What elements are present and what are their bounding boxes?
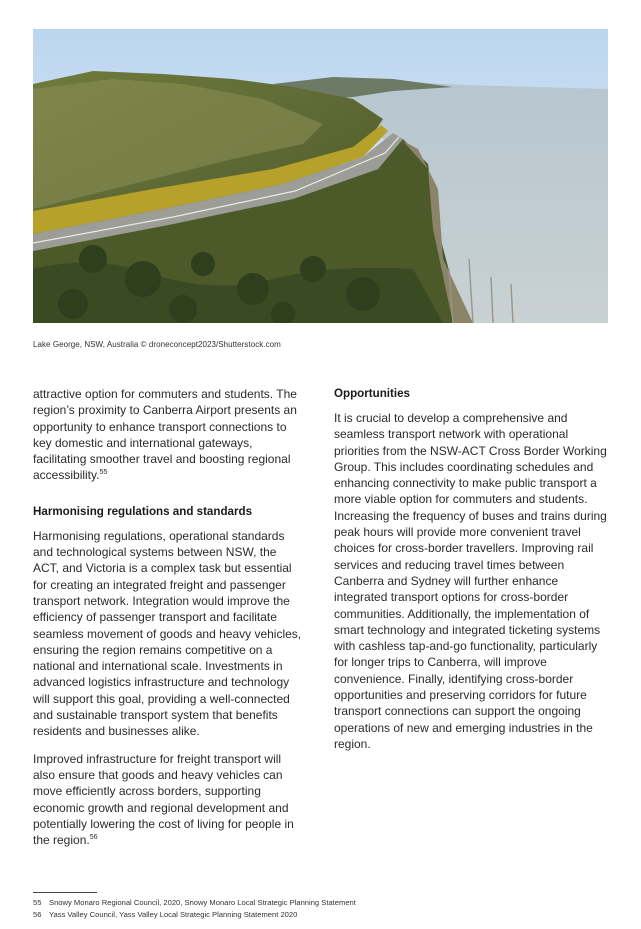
footnote-ref-55[interactable]: 55 xyxy=(99,469,108,477)
footnotes xyxy=(33,897,356,921)
harmonising-paragraph: Harmonising regulations, operational standards and technological systems between NSW, the ACT, and Victoria is a complex task but essential for creating an integrated freight and passenger transport network. Integration would improve the efficiency of passenger transport and facilitate seamless movement of goods and heavy vehicles, ensuring the region remains competitive on a national and international scale. Investments in advanced logistics infrastructure and technology will support this goal, providing a well-connected and sustainable transport system that benefits residents and businesses alike. xyxy=(33,528,302,739)
intro-paragraph xyxy=(33,386,305,484)
opportunities-paragraph: It is crucial to develop a comprehensive and seamless transport network with operational priorities from the NSW-ACT Cross Border Working Group. This includes coordinating schedules and enhancing connectivity to make public transport a more viable option for commuters and students. Increasing the frequency of buses and trains during peak hours will provide more convenient travel choices for cross-border travellers. Improving rail services and reducing travel times between Canberra and Sydney will further enhance integrated transport options for cross-border communities. Additionally, the implementation of smart technology and integrated ticketing systems with cashless tap-and-go functionality, particularly for longer trips to Canberra, will improve convenience. Finally, identifying cross-border opportunities and preserving corridors for future transport connections can support the ongoing operations of new and emerging industries in the region. xyxy=(334,411,607,751)
opportunities-heading: Opportunities xyxy=(334,387,410,400)
footnote-divider xyxy=(33,892,97,893)
intro-text: attractive option for commuters and students. The region’s proximity to Canberra Airport presents an opportunity to enhance transport connections to key domestic and international gateways, facilitating smoother travel and boosting regional accessibility. xyxy=(33,387,297,483)
freight-text: Improved infrastructure for freight transport will also ensure that goods and heavy vehicles can move efficiently across borders, supporting economic growth and regional development and potentially lowering the cost of living for people in the region. xyxy=(33,751,294,848)
footnote-55: 55 Snowy Monaro Regional Council, 2020, Snowy Monaro Local Strategic Planning Statement xyxy=(33,898,356,907)
freight-paragraph xyxy=(33,751,305,849)
aerial-landscape-icon xyxy=(33,29,608,323)
harmonising-heading: Harmonising regulations and standards xyxy=(33,504,253,518)
photo-caption: Lake George, NSW, Australia © droneconcept2023/Shutterstock.com xyxy=(33,340,281,349)
footnote-ref-56[interactable]: 56 xyxy=(89,834,98,842)
right-column xyxy=(334,386,610,752)
lake-george-photo xyxy=(33,29,608,323)
left-column xyxy=(33,386,305,848)
footnote-56: 56 Yass Valley Council, Yass Valley Local Strategic Planning Statement 2020 xyxy=(33,910,298,919)
